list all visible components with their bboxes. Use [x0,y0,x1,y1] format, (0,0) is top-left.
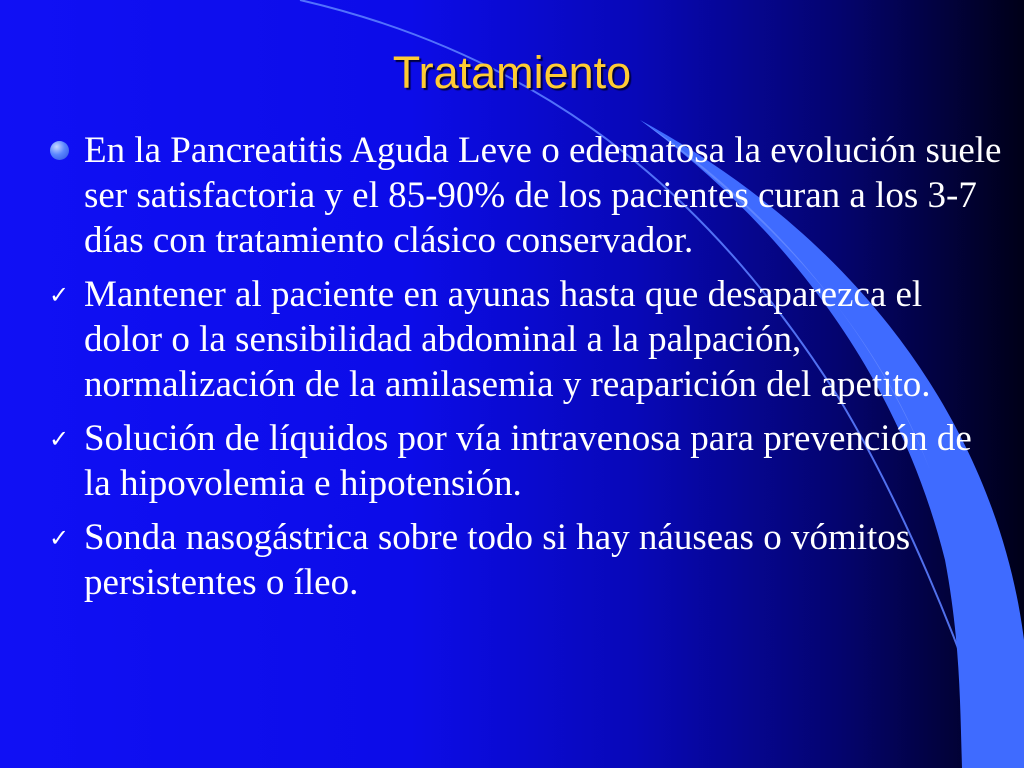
list-item [0,128,1024,263]
list-item [0,416,1024,506]
list-item-text: Solución de líquidos por vía intravenosa para prevención de la hipovolemia e hipotensión. [84,418,972,504]
list-item-text: Sonda nasogástrica sobre todo si hay náuseas o vómitos persistentes o íleo. [84,517,911,603]
checkmark-icon: ✓ [49,425,70,453]
bullet-list [0,128,1024,614]
list-item [0,515,1024,605]
checkmark-icon: ✓ [49,524,70,552]
list-item-text: Mantener al paciente en ayunas hasta que desaparezca el dolor o la sensibilidad abdominal a la palpación, normalización de la amilasemia y reaparición del apetito. [84,274,931,405]
list-item-text: En la Pancreatitis Aguda Leve o edematosa la evolución suele ser satisfactoria y el 85-90% de los pacientes curan a los 3-7 días con tratamiento clásico conservador. [84,130,1002,261]
slide-title: Tratamiento [392,47,632,98]
checkmark-icon: ✓ [49,281,70,309]
bullet-dot-icon [47,128,77,173]
list-item [0,272,1024,407]
